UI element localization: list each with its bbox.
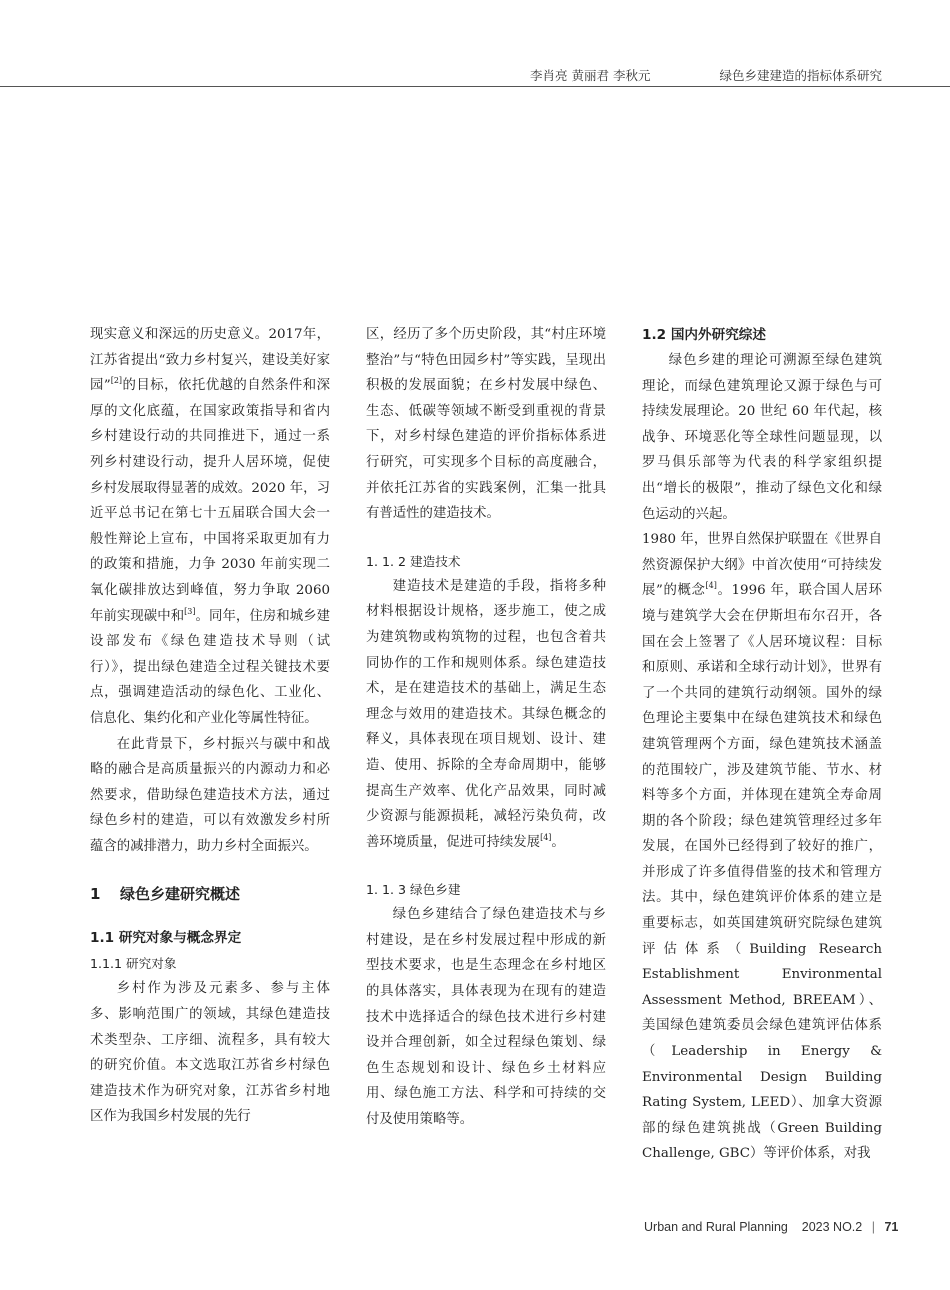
paragraph: 区，经历了多个历史阶段，其“村庄环境整治”与“特色田园乡村”等实践，呈现出积极的发展面貌；在乡村发展中绿色、生态、低碳等领域不断受到重视的背景下，对乡村绿色建造的评价指标体系进行研究，可实现多个目标的高度融合，并依托江苏省的实践案例，汇集一批具有普适性的建造技术。 [366,327,606,522]
text-column-1 [90,322,330,1130]
page-header [0,62,950,87]
text-column-2 [366,322,606,1133]
page-footer [644,1220,898,1234]
subsubsection-heading: 1. 1. 2 建造技术 [366,553,461,569]
footer-separator: | [871,1220,875,1234]
citation-ref[interactable]: [4] [705,581,717,591]
section-title: 绿色乡建研究概述 [120,885,241,904]
citation-ref[interactable]: [3] [184,606,196,616]
subsubsection-heading: 1. 1. 3 绿色乡建 [366,882,461,898]
paragraph: 现实意义和深远的历史意义。2017年，江苏省提出“致力乡村复兴，建设美好家园”[2]的目标，依托优越的自然条件和深厚的文化底蕴，在国家政策指导和省内乡村建设行动的共同推进下，通过一系列乡村建设行动，提升人居环境，促使乡村发展取得显著的成效。2020 年，习近平总书记在第七十五届联合国大会一般性辩论上宣布，中国将采取更加有力的政策和措施，力争 2030 年前实现二氧化碳排放达到峰值，努力争取 2060 年前实现碳中和[3]。同年，住房和城乡建设部发布《绿色建造技术导则（试行）》，提出绿色建造全过程关键技术要点，强调建造活动的绿色化、工业化、信息化、集约化和产业化等属性特征。 [90,327,331,726]
header-running-title: 绿色乡建建造的指标体系研究 [719,68,882,83]
paragraph: 在此背景下，乡村振兴与碳中和战略的融合是高质量振兴的内源动力和必然要求，借助绿色建造技术方法，通过绿色乡村的建造，可以有效激发乡村所蕴含的减排潜力，助力乡村全面振兴。 [90,736,330,854]
header-authors: 李肖亮 黄丽君 李秋元 [530,68,651,83]
subsubsection-heading: 1.1.1 研究对象 [90,956,177,972]
paragraph: 乡村作为涉及元素多、参与主体多、影响范围广的领域，其绿色建造技术类型杂、工序细、流程多，具有较大的研究价值。本文选取江苏省乡村绿色建造技术作为研究对象，江苏省乡村地区作为我国乡村发展的先行 [90,981,330,1125]
section-heading [90,881,330,907]
text-column-3 [642,322,882,1167]
section-number: 1 [90,885,101,904]
paragraph: 1980 年，世界自然保护联盟在《世界自然资源保护大纲》中首次使用“可持续发展”的概念[4]。1996 年，联合国人居环境与建筑学大会在伊斯坦布尔召开，各国在会上签署了《人居环境议程：目标和原则、承诺和全球行动计划》，世界有了一个共同的建筑行动纲领。国外的绿色理论主要集中在绿色建筑技术和绿色建筑管理两个方面，绿色建筑技术涵盖的范围较广，涉及建筑节能、节水、材料等多个方面，并体现在建筑全寿命周期的各个阶段；绿色建筑管理经过多年发展，在国外已经得到了较好的推广，并形成了许多值得借鉴的技术和管理方法。其中，绿色建筑评价体系的建立是重要标志，如英国建筑研究院绿色建筑评估体系（Building Research Establishment Environmental Assessment Method, BREEAM）、美国绿色建筑委员会绿色建筑评估体系（Leadership in Energy & Environmental Design Building Rating System, LEED）、加拿大资源部的绿色建筑挑战（Green Building Challenge, GBC）等评价体系，对我 [642,532,882,1162]
paragraph: 绿色乡建的理论可溯源至绿色建筑理论，而绿色建筑理论又源于绿色与可持续发展理论。20 世纪 60 年代起，核战争、环境恶化等全球性问题显现，以罗马俱乐部等为代表的科学家组织提出“增长的极限”，推动了绿色文化和绿色运动的兴起。 [642,353,882,522]
citation-ref[interactable]: [4] [540,832,552,842]
page-number: 71 [884,1220,899,1234]
paragraph: 建造技术是建造的手段，指将多种材料根据设计规格，逐步施工，使之成为建筑物或构筑物的过程，也包含着共同协作的工作和规则体系。绿色建造技术，是在建造技术的基础上，满足生态理念与效用的建造技术。其绿色概念的释义，具体表现在项目规划、设计、建造、使用、拆除的全寿命周期中，能够提高生产效率、优化产品效果，同时减少资源与能源损耗，减轻污染负荷，改善环境质量，促进可持续发展[4]。 [366,578,606,850]
spacer [366,527,606,549]
paragraph: 绿色乡建结合了绿色建造技术与乡村建设，是在乡村发展过程中形成的新型技术要求，也是生态理念在乡村地区的具体落实，具体表现为在现有的建造技术中选择适合的绿色技术进行乡村建设并合理创新，如全过程绿色策划、绿色生态规划和设计、绿色乡土材料应用、绿色施工方法、科学和可持续的交付及使用策略等。 [366,907,606,1128]
citation-ref[interactable]: [2] [110,376,123,386]
subsection-heading: 1.2 国内外研究综述 [642,327,766,343]
spacer [366,855,606,877]
issue-number: 2023 NO.2 [801,1220,863,1234]
journal-name: Urban and Rural Planning [644,1220,788,1234]
subsection-heading: 1.1 研究对象与概念界定 [90,930,242,947]
